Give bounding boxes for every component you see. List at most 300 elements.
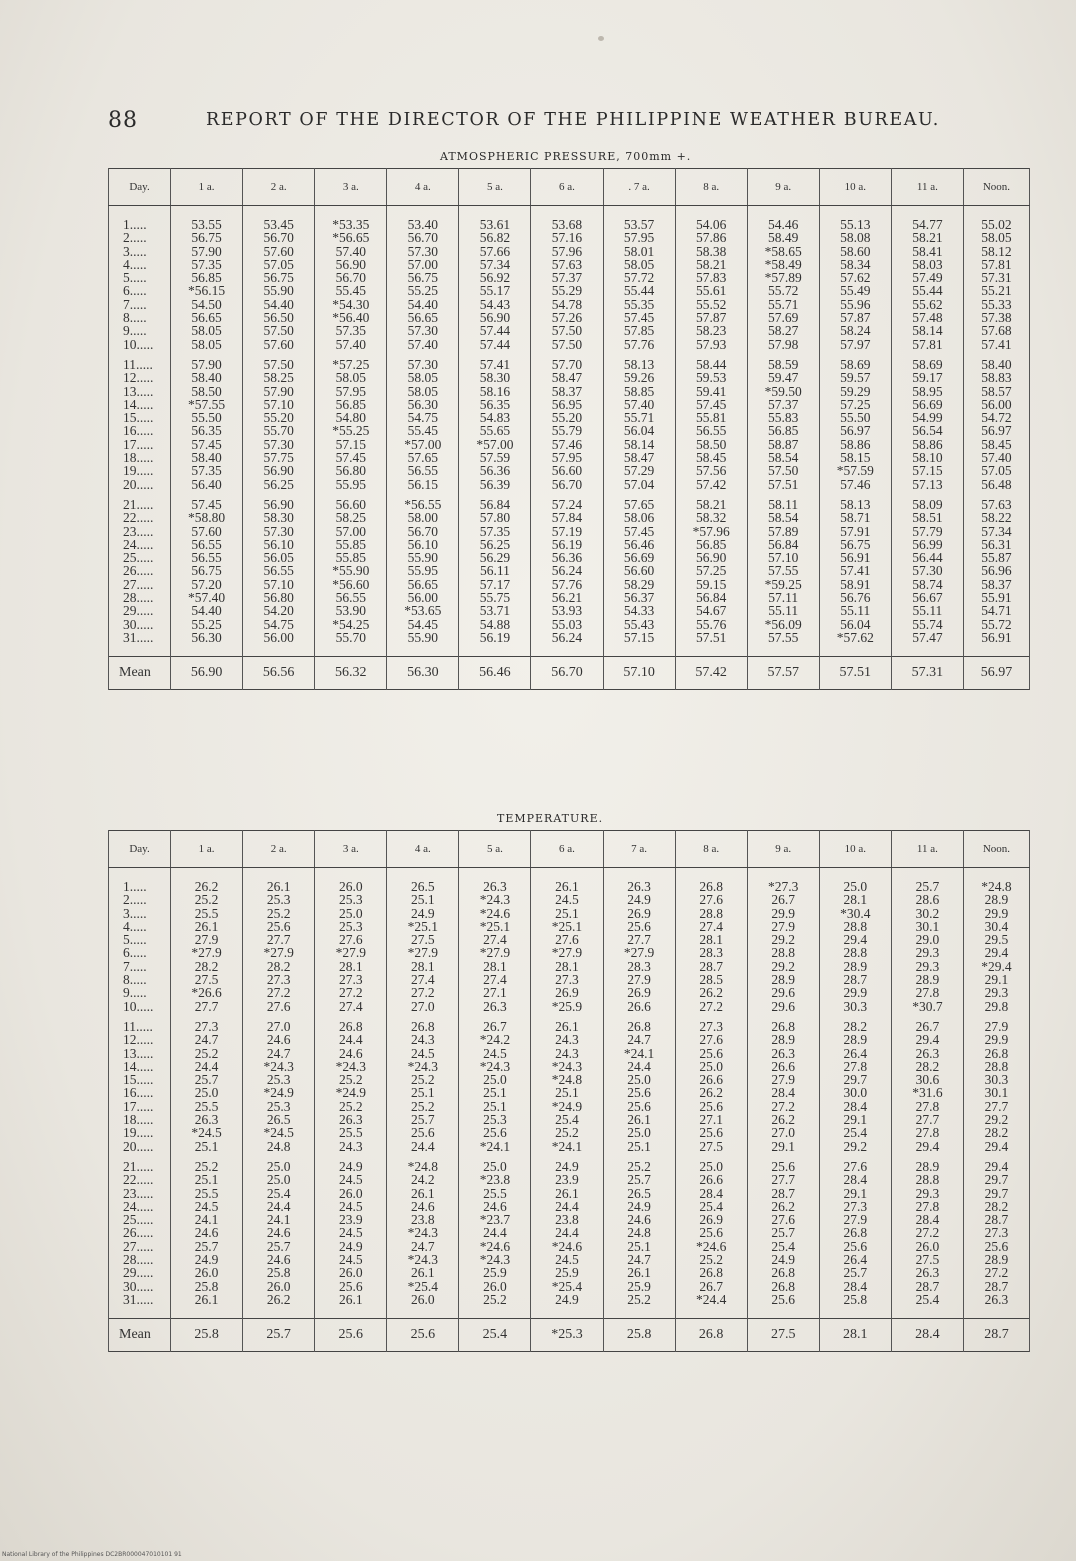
day-cell: 3..... [109, 245, 171, 258]
table-row [109, 986, 1030, 999]
table-row [109, 358, 1030, 371]
day-cell: 17..... [109, 438, 171, 451]
value-cell: 57.04 [603, 478, 675, 491]
value-cell: 24.1 [243, 1213, 315, 1226]
footer-note: National Library of the Philippines DC2BR000047010101 91 [2, 1551, 182, 1558]
value-cell: 27.0 [387, 1000, 459, 1013]
value-cell: 55.91 [963, 591, 1029, 604]
value-cell: 24.5 [387, 1047, 459, 1060]
value-cell: 58.24 [819, 324, 891, 337]
value-cell: 56.84 [747, 538, 819, 551]
value-cell: 56.91 [819, 551, 891, 564]
value-cell: 29.4 [963, 946, 1029, 959]
value-cell: 24.5 [315, 1253, 387, 1266]
value-cell: *58.80 [171, 511, 243, 524]
value-cell: 29.8 [963, 1000, 1029, 1013]
value-cell: 58.74 [891, 578, 963, 591]
value-cell: 57.63 [531, 258, 603, 271]
value-cell: 57.63 [963, 498, 1029, 511]
value-cell: 26.6 [675, 1073, 747, 1086]
value-cell: *24.3 [459, 1060, 531, 1073]
value-cell: 55.49 [819, 284, 891, 297]
value-cell: 25.0 [675, 1060, 747, 1073]
table-row [109, 385, 1030, 398]
value-cell: 56.55 [675, 424, 747, 437]
value-cell: 55.96 [819, 298, 891, 311]
value-cell: 29.4 [963, 1160, 1029, 1173]
value-cell: 25.1 [171, 1173, 243, 1186]
day-cell: 6..... [109, 284, 171, 297]
value-cell: *24.3 [315, 1060, 387, 1073]
column-header: 6 a. [531, 831, 603, 868]
value-cell: *55.25 [315, 424, 387, 437]
value-cell: *24.8 [963, 880, 1029, 893]
value-cell: 30.2 [891, 907, 963, 920]
value-cell: *25.9 [531, 1000, 603, 1013]
column-header: 4 a. [387, 169, 459, 206]
value-cell: 57.44 [459, 324, 531, 337]
value-cell: 28.1 [315, 960, 387, 973]
value-cell: 24.7 [603, 1033, 675, 1046]
value-cell: 57.05 [963, 464, 1029, 477]
value-cell: 26.3 [891, 1266, 963, 1279]
value-cell: 55.44 [603, 284, 675, 297]
value-cell: 28.8 [819, 946, 891, 959]
day-cell: 19..... [109, 464, 171, 477]
column-header: Day. [109, 169, 171, 206]
value-cell: 57.86 [675, 231, 747, 244]
value-cell: 58.40 [171, 371, 243, 384]
day-cell: 9..... [109, 986, 171, 999]
table-row [109, 1253, 1030, 1266]
value-cell: 55.17 [459, 284, 531, 297]
value-cell: 56.35 [459, 398, 531, 411]
column-header: . 7 a. [603, 169, 675, 206]
value-cell: 26.8 [747, 1266, 819, 1279]
value-cell: 28.4 [891, 1213, 963, 1226]
value-cell: 57.72 [603, 271, 675, 284]
value-cell: 30.1 [891, 920, 963, 933]
day-cell: 16..... [109, 1086, 171, 1099]
day-cell: 11..... [109, 358, 171, 371]
value-cell: 58.95 [891, 385, 963, 398]
value-cell: 56.99 [891, 538, 963, 551]
value-cell: 55.72 [963, 618, 1029, 631]
value-cell: 28.9 [891, 1160, 963, 1173]
value-cell: 28.3 [603, 960, 675, 973]
value-cell: 25.9 [531, 1266, 603, 1279]
table-row [109, 604, 1030, 617]
value-cell: 58.11 [747, 498, 819, 511]
value-cell: 25.1 [531, 1086, 603, 1099]
table-row [109, 218, 1030, 231]
value-cell: 56.91 [963, 631, 1029, 644]
value-cell: 56.19 [459, 631, 531, 644]
value-cell: 26.9 [603, 986, 675, 999]
value-cell: 58.00 [387, 511, 459, 524]
column-header: 6 a. [531, 169, 603, 206]
value-cell: 28.1 [387, 960, 459, 973]
value-cell: 28.2 [171, 960, 243, 973]
value-cell: 29.2 [747, 933, 819, 946]
value-cell: 56.31 [963, 538, 1029, 551]
table-row [109, 1113, 1030, 1126]
value-cell: 56.69 [891, 398, 963, 411]
value-cell: *27.9 [459, 946, 531, 959]
value-cell: 27.8 [891, 1200, 963, 1213]
value-cell: 27.2 [243, 986, 315, 999]
value-cell: 57.29 [603, 464, 675, 477]
value-cell: 29.4 [963, 1140, 1029, 1153]
page-header [108, 108, 938, 148]
day-cell: 23..... [109, 1187, 171, 1200]
value-cell: 57.37 [531, 271, 603, 284]
value-cell: 57.68 [963, 324, 1029, 337]
value-cell: 57.05 [243, 258, 315, 271]
value-cell: 55.85 [315, 551, 387, 564]
value-cell: 26.1 [387, 1187, 459, 1200]
value-cell: 56.00 [963, 398, 1029, 411]
value-cell: 58.05 [963, 231, 1029, 244]
value-cell: 28.1 [459, 960, 531, 973]
column-header: 5 a. [459, 169, 531, 206]
day-cell: 9..... [109, 324, 171, 337]
value-cell: 57.40 [387, 338, 459, 351]
value-cell: 24.6 [243, 1253, 315, 1266]
value-cell: 54.43 [459, 298, 531, 311]
value-cell: 59.53 [675, 371, 747, 384]
value-cell: 24.5 [531, 1253, 603, 1266]
value-cell: 57.79 [891, 525, 963, 538]
table-row [109, 578, 1030, 591]
value-cell: 55.25 [171, 618, 243, 631]
value-cell: 57.96 [531, 245, 603, 258]
value-cell: 54.72 [963, 411, 1029, 424]
value-cell: 57.44 [459, 338, 531, 351]
table-row [109, 1280, 1030, 1293]
value-cell: 25.2 [603, 1160, 675, 1173]
value-cell: 55.44 [891, 284, 963, 297]
column-header: 7 a. [603, 831, 675, 868]
value-cell: 56.55 [171, 538, 243, 551]
value-cell: 55.21 [963, 284, 1029, 297]
table-row [109, 438, 1030, 451]
value-cell: 57.70 [531, 358, 603, 371]
value-cell: 57.46 [819, 478, 891, 491]
value-cell: 25.2 [387, 1073, 459, 1086]
value-cell: 53.57 [603, 218, 675, 231]
value-cell: 26.2 [171, 880, 243, 893]
mean-label: Mean [109, 1319, 171, 1352]
value-cell: 57.38 [963, 311, 1029, 324]
value-cell: 25.0 [675, 1160, 747, 1173]
mean-value: 56.90 [171, 657, 243, 690]
value-cell: 56.36 [531, 551, 603, 564]
value-cell: 57.50 [531, 338, 603, 351]
value-cell: 58.03 [891, 258, 963, 271]
value-cell: 57.65 [387, 451, 459, 464]
value-cell: 26.7 [747, 893, 819, 906]
value-cell: 57.30 [387, 245, 459, 258]
value-cell: 26.8 [387, 1020, 459, 1033]
value-cell: 56.29 [459, 551, 531, 564]
value-cell: 55.02 [963, 218, 1029, 231]
value-cell: 25.2 [603, 1293, 675, 1306]
value-cell: 57.98 [747, 338, 819, 351]
value-cell: 56.90 [243, 498, 315, 511]
value-cell: 58.87 [747, 438, 819, 451]
value-cell: 58.40 [171, 451, 243, 464]
value-cell: 26.9 [531, 986, 603, 999]
value-cell: 56.25 [459, 538, 531, 551]
value-cell: 57.90 [171, 245, 243, 258]
value-cell: 58.29 [603, 578, 675, 591]
value-cell: 56.35 [171, 424, 243, 437]
value-cell: 26.8 [675, 880, 747, 893]
mean-value: 25.6 [387, 1319, 459, 1352]
value-cell: *57.62 [819, 631, 891, 644]
value-cell: 26.9 [675, 1213, 747, 1226]
value-cell: 24.9 [747, 1253, 819, 1266]
value-cell: *24.3 [387, 1060, 459, 1073]
value-cell: 54.78 [531, 298, 603, 311]
value-cell: 27.2 [891, 1226, 963, 1239]
value-cell: 27.4 [387, 973, 459, 986]
temperature-section-title: TEMPERATURE. [497, 812, 604, 825]
value-cell: 56.85 [675, 538, 747, 551]
value-cell: 24.3 [531, 1047, 603, 1060]
table-row [109, 1033, 1030, 1046]
value-cell: 26.3 [459, 880, 531, 893]
value-cell: 29.0 [891, 933, 963, 946]
value-cell: 58.21 [891, 231, 963, 244]
value-cell: *30.7 [891, 1000, 963, 1013]
value-cell: 56.05 [243, 551, 315, 564]
value-cell: 57.50 [531, 324, 603, 337]
value-cell: 25.3 [243, 1100, 315, 1113]
value-cell: 29.9 [963, 907, 1029, 920]
value-cell: 25.2 [243, 907, 315, 920]
value-cell: 27.6 [747, 1213, 819, 1226]
mean-value: 56.70 [531, 657, 603, 690]
value-cell: 56.39 [459, 478, 531, 491]
value-cell: 28.2 [819, 1020, 891, 1033]
value-cell: 56.40 [171, 478, 243, 491]
day-cell: 21..... [109, 498, 171, 511]
value-cell: 55.90 [387, 631, 459, 644]
value-cell: 57.40 [315, 245, 387, 258]
value-cell: 25.1 [531, 907, 603, 920]
value-cell: 58.91 [819, 578, 891, 591]
value-cell: *24.6 [531, 1240, 603, 1253]
column-header: Noon. [963, 169, 1029, 206]
value-cell: 57.35 [171, 258, 243, 271]
value-cell: 54.50 [171, 298, 243, 311]
value-cell: 57.26 [531, 311, 603, 324]
value-cell: 25.7 [891, 880, 963, 893]
value-cell: 25.6 [675, 1100, 747, 1113]
value-cell: 55.71 [747, 298, 819, 311]
value-cell: 28.7 [963, 1213, 1029, 1226]
value-cell: 25.8 [819, 1293, 891, 1306]
value-cell: 25.1 [387, 893, 459, 906]
value-cell: 25.6 [675, 1047, 747, 1060]
day-cell: 15..... [109, 1073, 171, 1086]
value-cell: 27.7 [747, 1173, 819, 1186]
value-cell: 58.13 [603, 358, 675, 371]
value-cell: 26.3 [747, 1047, 819, 1060]
value-cell: *27.9 [531, 946, 603, 959]
value-cell: *57.89 [747, 271, 819, 284]
value-cell: 28.7 [819, 973, 891, 986]
page-number: 88 [108, 108, 138, 133]
value-cell: 27.1 [675, 1113, 747, 1126]
table-row [109, 1047, 1030, 1060]
value-cell: 56.69 [603, 551, 675, 564]
value-cell: 57.87 [675, 311, 747, 324]
value-cell: 27.3 [315, 973, 387, 986]
value-cell: 58.85 [603, 385, 675, 398]
mean-value: 57.57 [747, 657, 819, 690]
value-cell: 27.7 [963, 1100, 1029, 1113]
value-cell: 24.9 [315, 1160, 387, 1173]
value-cell: *23.7 [459, 1213, 531, 1226]
value-cell: 57.62 [819, 271, 891, 284]
value-cell: *27.9 [171, 946, 243, 959]
value-cell: 24.3 [531, 1033, 603, 1046]
value-cell: 56.65 [387, 578, 459, 591]
value-cell: 55.71 [603, 411, 675, 424]
temperature-table [108, 830, 1030, 1352]
value-cell: 56.60 [315, 498, 387, 511]
day-cell: 29..... [109, 604, 171, 617]
table-row [109, 1126, 1030, 1139]
value-cell: 57.15 [315, 438, 387, 451]
value-cell: 58.40 [963, 358, 1029, 371]
value-cell: 29.4 [819, 933, 891, 946]
day-cell: 3..... [109, 907, 171, 920]
table-row [109, 1240, 1030, 1253]
value-cell: 56.95 [531, 398, 603, 411]
value-cell: 26.3 [459, 1000, 531, 1013]
value-cell: 26.8 [747, 1280, 819, 1293]
value-cell: 24.4 [531, 1226, 603, 1239]
value-cell: 25.3 [243, 1073, 315, 1086]
value-cell: 57.60 [243, 245, 315, 258]
value-cell: 58.45 [963, 438, 1029, 451]
value-cell: 24.5 [315, 1173, 387, 1186]
table-row [109, 946, 1030, 959]
value-cell: 59.41 [675, 385, 747, 398]
value-cell: 28.4 [675, 1187, 747, 1200]
value-cell: 57.55 [747, 631, 819, 644]
value-cell: 25.5 [171, 1187, 243, 1200]
value-cell: 56.75 [243, 271, 315, 284]
value-cell: 27.6 [675, 893, 747, 906]
value-cell: 24.7 [387, 1240, 459, 1253]
mean-value: 56.30 [387, 657, 459, 690]
column-header: 11 a. [891, 831, 963, 868]
value-cell: *24.5 [171, 1126, 243, 1139]
value-cell: 28.3 [675, 946, 747, 959]
value-cell: 58.12 [963, 245, 1029, 258]
value-cell: 55.90 [243, 284, 315, 297]
value-cell: 26.1 [315, 1293, 387, 1306]
mean-row [109, 657, 1030, 690]
value-cell: 27.7 [891, 1113, 963, 1126]
table-row [109, 284, 1030, 297]
value-cell: 57.75 [243, 451, 315, 464]
value-cell: 58.34 [819, 258, 891, 271]
value-cell: 26.1 [387, 1266, 459, 1279]
value-cell: 29.9 [747, 907, 819, 920]
value-cell: 54.83 [459, 411, 531, 424]
value-cell: 56.85 [747, 424, 819, 437]
value-cell: 28.8 [891, 1173, 963, 1186]
day-cell: 8..... [109, 311, 171, 324]
value-cell: 56.04 [819, 618, 891, 631]
day-cell: 1..... [109, 218, 171, 231]
day-cell: 13..... [109, 1047, 171, 1060]
day-cell: 30..... [109, 618, 171, 631]
value-cell: 25.1 [603, 1240, 675, 1253]
value-cell: *56.40 [315, 311, 387, 324]
value-cell: 58.86 [819, 438, 891, 451]
value-cell: *24.2 [459, 1033, 531, 1046]
value-cell: 56.25 [243, 478, 315, 491]
value-cell: 28.7 [963, 1280, 1029, 1293]
value-cell: *59.25 [747, 578, 819, 591]
value-cell: 24.7 [243, 1047, 315, 1060]
value-cell: 58.13 [819, 498, 891, 511]
value-cell: 59.47 [747, 371, 819, 384]
value-cell: 58.30 [459, 371, 531, 384]
value-cell: 26.5 [603, 1187, 675, 1200]
value-cell: 57.50 [243, 358, 315, 371]
value-cell: 58.05 [603, 258, 675, 271]
value-cell: 55.72 [747, 284, 819, 297]
value-cell: 57.76 [531, 578, 603, 591]
table-row [109, 564, 1030, 577]
value-cell: 24.8 [603, 1226, 675, 1239]
value-cell: 55.70 [243, 424, 315, 437]
value-cell: 25.7 [243, 1240, 315, 1253]
value-cell: 56.70 [387, 231, 459, 244]
day-cell: 5..... [109, 271, 171, 284]
value-cell: 57.30 [891, 564, 963, 577]
value-cell: 56.04 [603, 424, 675, 437]
value-cell: 25.2 [315, 1073, 387, 1086]
value-cell: 57.13 [891, 478, 963, 491]
value-cell: 56.50 [243, 311, 315, 324]
day-cell: 21..... [109, 1160, 171, 1173]
value-cell: 26.5 [243, 1113, 315, 1126]
value-cell: 28.8 [819, 920, 891, 933]
table-row [109, 1020, 1030, 1033]
value-cell: 25.7 [819, 1266, 891, 1279]
value-cell: 57.45 [603, 311, 675, 324]
value-cell: 30.3 [963, 1073, 1029, 1086]
value-cell: 58.41 [891, 245, 963, 258]
value-cell: 57.81 [891, 338, 963, 351]
value-cell: 25.0 [459, 1073, 531, 1086]
value-cell: 25.1 [459, 1086, 531, 1099]
value-cell: 55.35 [603, 298, 675, 311]
value-cell: 29.9 [819, 986, 891, 999]
value-cell: 58.09 [891, 498, 963, 511]
value-cell: 29.6 [747, 1000, 819, 1013]
value-cell: 53.93 [531, 604, 603, 617]
